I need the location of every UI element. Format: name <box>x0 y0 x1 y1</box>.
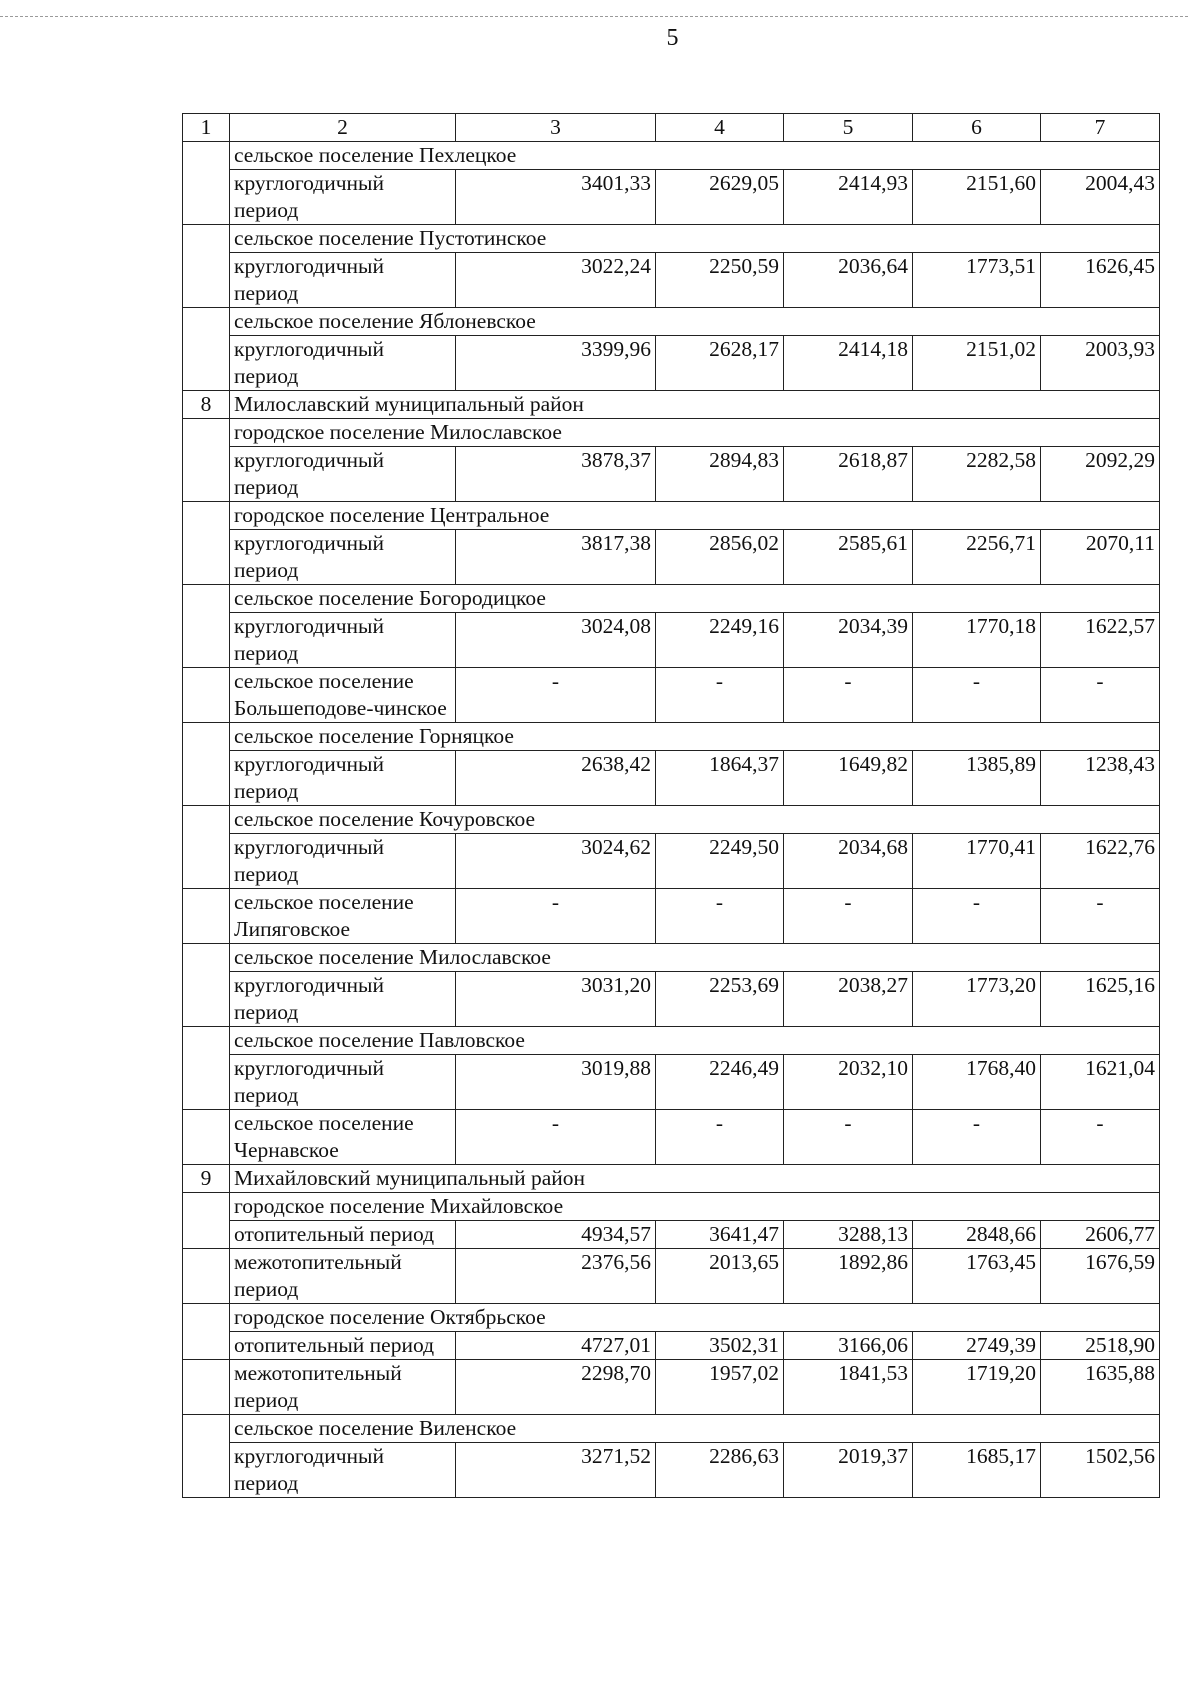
value-cell: - <box>1041 889 1160 944</box>
settlement-name: сельское поселение Павловское <box>230 1027 1160 1055</box>
number-cell <box>183 889 230 944</box>
number-cell <box>183 447 230 502</box>
number-cell <box>183 1193 230 1221</box>
number-cell <box>183 751 230 806</box>
number-cell <box>183 944 230 972</box>
period-label: круглогодичный период <box>230 170 456 225</box>
value-cell: 2070,11 <box>1041 530 1160 585</box>
value-cell: 2253,69 <box>656 972 784 1027</box>
value-cell: 2606,77 <box>1041 1221 1160 1249</box>
value-cell: 2298,70 <box>456 1360 656 1415</box>
value-cell: 3022,24 <box>456 253 656 308</box>
period-label: круглогодичный период <box>230 972 456 1027</box>
value-cell: 1957,02 <box>656 1360 784 1415</box>
settlement-name: сельское поселение Милославское <box>230 944 1160 972</box>
value-cell: 2250,59 <box>656 253 784 308</box>
value-cell: 2629,05 <box>656 170 784 225</box>
value-cell: - <box>1041 668 1160 723</box>
value-cell: 1625,16 <box>1041 972 1160 1027</box>
settlement-row <box>183 308 1160 336</box>
value-cell: 3399,96 <box>456 336 656 391</box>
table-row <box>183 1249 1160 1304</box>
value-cell: 4727,01 <box>456 1332 656 1360</box>
value-cell: 2249,50 <box>656 834 784 889</box>
top-scan-rule <box>0 16 1188 17</box>
value-cell: 3166,06 <box>784 1332 913 1360</box>
value-cell: 3502,31 <box>656 1332 784 1360</box>
period-label: круглогодичный период <box>230 834 456 889</box>
settlement-name: городское поселение Михайловское <box>230 1193 1160 1221</box>
value-cell: 2246,49 <box>656 1055 784 1110</box>
settlement-row <box>183 419 1160 447</box>
settlement-name: сельское поселение Кочуровское <box>230 806 1160 834</box>
settlement-name: сельское поселение Виленское <box>230 1415 1160 1443</box>
number-cell <box>183 1443 230 1498</box>
value-cell: 2151,02 <box>913 336 1041 391</box>
period-label: круглогодичный период <box>230 1055 456 1110</box>
value-cell: 2414,93 <box>784 170 913 225</box>
table-row <box>183 530 1160 585</box>
period-label: межотопительный период <box>230 1360 456 1415</box>
value-cell: 1841,53 <box>784 1360 913 1415</box>
value-cell: 3271,52 <box>456 1443 656 1498</box>
value-cell: - <box>1041 1110 1160 1165</box>
value-cell: - <box>456 889 656 944</box>
column-header: 7 <box>1041 114 1160 142</box>
column-header: 1 <box>183 114 230 142</box>
value-cell: 1685,17 <box>913 1443 1041 1498</box>
value-cell: 2628,17 <box>656 336 784 391</box>
value-cell: - <box>913 1110 1041 1165</box>
table-row <box>183 1055 1160 1110</box>
table-row <box>183 336 1160 391</box>
value-cell: 1676,59 <box>1041 1249 1160 1304</box>
number-cell <box>183 1027 230 1055</box>
value-cell: 3288,13 <box>784 1221 913 1249</box>
number-cell <box>183 336 230 391</box>
number-cell <box>183 1332 230 1360</box>
value-cell: 2894,83 <box>656 447 784 502</box>
settlement-row <box>183 585 1160 613</box>
value-cell: 1502,56 <box>1041 1443 1160 1498</box>
value-cell: 1768,40 <box>913 1055 1041 1110</box>
settlement-row <box>183 1193 1160 1221</box>
value-cell: 2004,43 <box>1041 170 1160 225</box>
table-row <box>183 889 1160 944</box>
period-label: сельское поселение Большеподове-чинское <box>230 668 456 723</box>
number-cell <box>183 225 230 253</box>
number-cell <box>183 668 230 723</box>
period-label: отопительный период <box>230 1221 456 1249</box>
value-cell: 2618,87 <box>784 447 913 502</box>
table-row <box>183 613 1160 668</box>
value-cell: 1385,89 <box>913 751 1041 806</box>
value-cell: 1621,04 <box>1041 1055 1160 1110</box>
number-cell <box>183 1304 230 1332</box>
value-cell: 2092,29 <box>1041 447 1160 502</box>
table-row <box>183 253 1160 308</box>
value-cell: 2036,64 <box>784 253 913 308</box>
column-header: 6 <box>913 114 1041 142</box>
table-row <box>183 972 1160 1027</box>
period-label: круглогодичный период <box>230 1443 456 1498</box>
column-header: 2 <box>230 114 456 142</box>
number-cell <box>183 1360 230 1415</box>
table-row <box>183 834 1160 889</box>
district-row <box>183 1165 1160 1193</box>
value-cell: 3024,08 <box>456 613 656 668</box>
table-row <box>183 1360 1160 1415</box>
number-cell <box>183 308 230 336</box>
column-header: 3 <box>456 114 656 142</box>
value-cell: 1719,20 <box>913 1360 1041 1415</box>
number-cell <box>183 1249 230 1304</box>
value-cell: 2003,93 <box>1041 336 1160 391</box>
value-cell: 3019,88 <box>456 1055 656 1110</box>
district-name: Михайловский муниципальный район <box>230 1165 1160 1193</box>
settlement-name: городское поселение Милославское <box>230 419 1160 447</box>
settlement-row <box>183 723 1160 751</box>
value-cell: - <box>784 889 913 944</box>
column-header: 5 <box>784 114 913 142</box>
value-cell: 2249,16 <box>656 613 784 668</box>
settlement-name: сельское поселение Яблоневское <box>230 308 1160 336</box>
value-cell: 2749,39 <box>913 1332 1041 1360</box>
table-row <box>183 1221 1160 1249</box>
header-row <box>183 114 1160 142</box>
value-cell: 3031,20 <box>456 972 656 1027</box>
value-cell: 2286,63 <box>656 1443 784 1498</box>
number-cell <box>183 585 230 613</box>
value-cell: - <box>656 1110 784 1165</box>
value-cell: 2038,27 <box>784 972 913 1027</box>
number-cell <box>183 419 230 447</box>
value-cell: 2585,61 <box>784 530 913 585</box>
number-cell <box>183 613 230 668</box>
period-label: круглогодичный период <box>230 253 456 308</box>
value-cell: 1773,51 <box>913 253 1041 308</box>
number-cell <box>183 1221 230 1249</box>
value-cell: 2848,66 <box>913 1221 1041 1249</box>
number-cell <box>183 1415 230 1443</box>
value-cell: 1770,41 <box>913 834 1041 889</box>
value-cell: - <box>784 668 913 723</box>
number-cell <box>183 142 230 170</box>
value-cell: 1635,88 <box>1041 1360 1160 1415</box>
period-label: круглогодичный период <box>230 336 456 391</box>
number-cell <box>183 253 230 308</box>
value-cell: 2019,37 <box>784 1443 913 1498</box>
settlement-row <box>183 225 1160 253</box>
period-label: отопительный период <box>230 1332 456 1360</box>
value-cell: 1892,86 <box>784 1249 913 1304</box>
value-cell: 3401,33 <box>456 170 656 225</box>
settlement-name: сельское поселение Пехлецкое <box>230 142 1160 170</box>
number-cell <box>183 1055 230 1110</box>
value-cell: 1626,45 <box>1041 253 1160 308</box>
value-cell: 3817,38 <box>456 530 656 585</box>
value-cell: 2151,60 <box>913 170 1041 225</box>
value-cell: 2013,65 <box>656 1249 784 1304</box>
settlement-row <box>183 1027 1160 1055</box>
value-cell: 2856,02 <box>656 530 784 585</box>
tariff-table <box>182 113 1160 1498</box>
number-cell <box>183 530 230 585</box>
value-cell: - <box>656 668 784 723</box>
period-label: сельское поселение Липяговское <box>230 889 456 944</box>
value-cell: 1763,45 <box>913 1249 1041 1304</box>
value-cell: - <box>913 889 1041 944</box>
value-cell: 4934,57 <box>456 1221 656 1249</box>
settlement-name: городское поселение Центральное <box>230 502 1160 530</box>
value-cell: 2518,90 <box>1041 1332 1160 1360</box>
period-label: межотопительный период <box>230 1249 456 1304</box>
settlement-row <box>183 502 1160 530</box>
settlement-name: сельское поселение Богородицкое <box>230 585 1160 613</box>
page-number: 5 <box>666 25 679 51</box>
value-cell: 3878,37 <box>456 447 656 502</box>
value-cell: 2256,71 <box>913 530 1041 585</box>
settlement-row <box>183 1304 1160 1332</box>
table-row <box>183 1443 1160 1498</box>
value-cell: - <box>456 668 656 723</box>
value-cell: 1864,37 <box>656 751 784 806</box>
table-row <box>183 668 1160 723</box>
settlement-row <box>183 806 1160 834</box>
table-row <box>183 170 1160 225</box>
value-cell: - <box>784 1110 913 1165</box>
district-number: 9 <box>183 1165 230 1193</box>
district-number: 8 <box>183 391 230 419</box>
table-body <box>183 142 1160 1498</box>
value-cell: 1622,76 <box>1041 834 1160 889</box>
period-label: круглогодичный период <box>230 751 456 806</box>
value-cell: 3641,47 <box>656 1221 784 1249</box>
value-cell: 2032,10 <box>784 1055 913 1110</box>
settlement-row <box>183 944 1160 972</box>
value-cell: 2034,39 <box>784 613 913 668</box>
value-cell: 3024,62 <box>456 834 656 889</box>
period-label: круглогодичный период <box>230 530 456 585</box>
period-label: круглогодичный период <box>230 447 456 502</box>
settlement-name: сельское поселение Горняцкое <box>230 723 1160 751</box>
table-row <box>183 751 1160 806</box>
table-row <box>183 447 1160 502</box>
number-cell <box>183 806 230 834</box>
number-cell <box>183 972 230 1027</box>
value-cell: - <box>456 1110 656 1165</box>
table-row <box>183 1110 1160 1165</box>
settlement-row <box>183 142 1160 170</box>
district-row <box>183 391 1160 419</box>
value-cell: 2638,42 <box>456 751 656 806</box>
value-cell: 1238,43 <box>1041 751 1160 806</box>
number-cell <box>183 502 230 530</box>
settlement-name: городское поселение Октябрьское <box>230 1304 1160 1332</box>
district-name: Милославский муниципальный район <box>230 391 1160 419</box>
value-cell: 2376,56 <box>456 1249 656 1304</box>
period-label: сельское поселение Чернавское <box>230 1110 456 1165</box>
period-label: круглогодичный период <box>230 613 456 668</box>
settlement-row <box>183 1415 1160 1443</box>
column-header: 4 <box>656 114 784 142</box>
number-cell <box>183 834 230 889</box>
number-cell <box>183 1110 230 1165</box>
value-cell: - <box>656 889 784 944</box>
number-cell <box>183 723 230 751</box>
value-cell: - <box>913 668 1041 723</box>
value-cell: 1770,18 <box>913 613 1041 668</box>
value-cell: 2282,58 <box>913 447 1041 502</box>
settlement-name: сельское поселение Пустотинское <box>230 225 1160 253</box>
table-row <box>183 1332 1160 1360</box>
value-cell: 1773,20 <box>913 972 1041 1027</box>
value-cell: 1622,57 <box>1041 613 1160 668</box>
number-cell <box>183 170 230 225</box>
value-cell: 1649,82 <box>784 751 913 806</box>
value-cell: 2034,68 <box>784 834 913 889</box>
value-cell: 2414,18 <box>784 336 913 391</box>
